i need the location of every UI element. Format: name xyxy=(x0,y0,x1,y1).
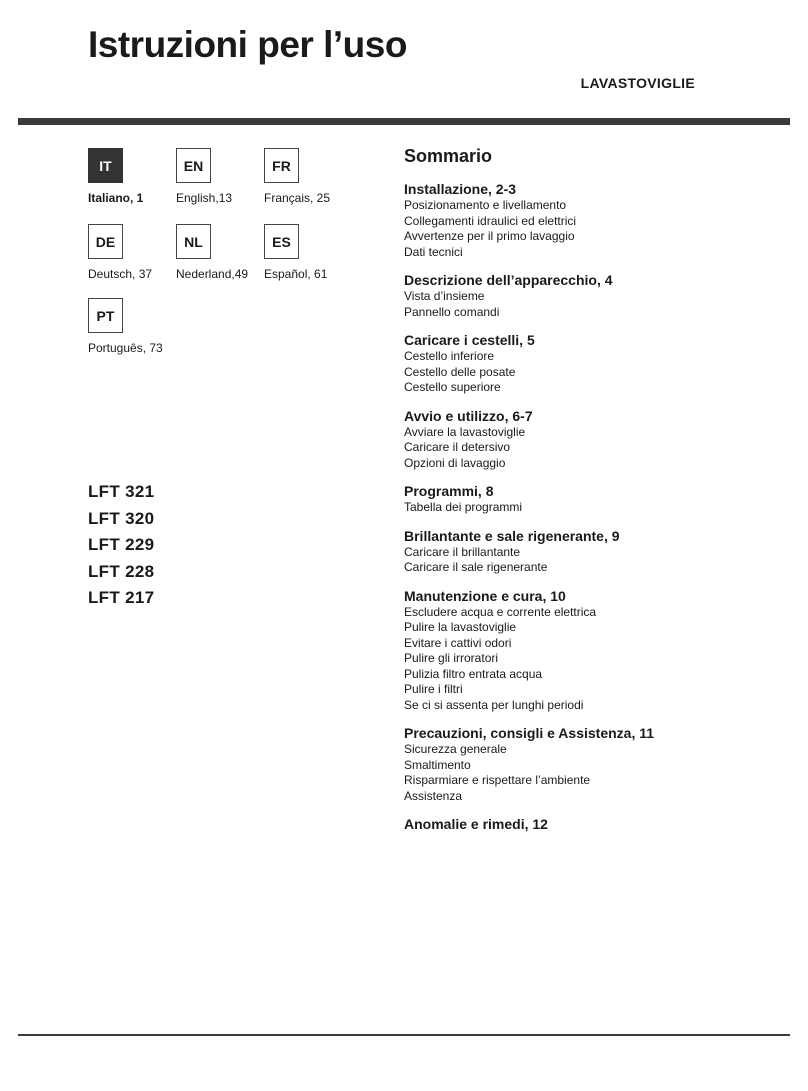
language-label: Nederland,49 xyxy=(176,267,249,281)
language-item-en[interactable] xyxy=(176,148,233,205)
language-label: Español, 61 xyxy=(264,267,328,281)
toc-section-anomalie[interactable] xyxy=(404,815,784,833)
toc-item[interactable]: Pulire gli irroratori xyxy=(404,651,499,665)
toc-item[interactable]: Avviare la lavastoviglie xyxy=(404,424,526,439)
language-label: Português, 73 xyxy=(88,341,163,355)
language-item-pt[interactable] xyxy=(88,298,163,355)
language-item-nl[interactable] xyxy=(176,224,249,281)
toc-section-installazione[interactable] xyxy=(404,180,784,260)
model-number: LFT 321 xyxy=(88,482,155,501)
toc-item[interactable]: Assistenza xyxy=(404,788,463,803)
toc-item[interactable]: Cestello superiore xyxy=(404,380,501,394)
toc-item[interactable]: Pannello comandi xyxy=(404,304,500,319)
table-of-contents xyxy=(404,146,784,844)
toc-item[interactable]: Cestello delle posate xyxy=(404,364,516,379)
language-code-button[interactable]: PT xyxy=(88,298,123,333)
toc-section-title[interactable]: Brillantante e sale rigenerante, 9 xyxy=(404,527,620,544)
language-code-button[interactable]: FR xyxy=(264,148,299,183)
toc-section-title[interactable]: Avvio e utilizzo, 6-7 xyxy=(404,407,533,424)
language-item-de[interactable] xyxy=(88,224,153,281)
language-code-button[interactable]: IT xyxy=(88,148,123,183)
toc-section-title[interactable]: Descrizione dell’apparecchio, 4 xyxy=(404,272,613,288)
toc-section-title[interactable]: Caricare i cestelli, 5 xyxy=(404,332,535,348)
language-item-es[interactable] xyxy=(264,224,328,281)
language-item-it[interactable] xyxy=(88,148,144,205)
language-label: English,13 xyxy=(176,191,233,205)
toc-title: Sommario xyxy=(404,146,493,166)
toc-item[interactable]: Se ci si assenta per lunghi periodi xyxy=(404,697,584,712)
footer-divider xyxy=(18,1034,790,1036)
toc-item[interactable]: Posizionamento e livellamento xyxy=(404,198,567,212)
model-number: LFT 320 xyxy=(88,508,155,528)
language-code-button[interactable]: ES xyxy=(264,224,299,259)
language-item-fr[interactable] xyxy=(264,148,331,205)
toc-item[interactable]: Caricare il brillantante xyxy=(404,544,521,559)
language-code-button[interactable]: DE xyxy=(88,224,123,259)
toc-item[interactable]: Sicurezza generale xyxy=(404,742,507,756)
toc-item[interactable]: Pulire i filtri xyxy=(404,682,463,696)
toc-item[interactable]: Vista d’insieme xyxy=(404,289,485,303)
toc-item[interactable]: Cestello inferiore xyxy=(404,349,495,363)
model-number: LFT 217 xyxy=(88,588,155,608)
toc-item[interactable]: Avvertenze per il primo lavaggio xyxy=(404,229,575,243)
toc-section-title[interactable]: Manutenzione e cura, 10 xyxy=(404,587,566,604)
toc-item[interactable]: Pulire la lavastoviglie xyxy=(404,620,517,634)
toc-item[interactable]: Smaltimento xyxy=(404,757,471,772)
product-category: LAVASTOVIGLIE xyxy=(580,75,695,91)
toc-item[interactable]: Opzioni di lavaggio xyxy=(404,455,506,470)
toc-section-brillantante[interactable] xyxy=(404,527,784,576)
toc-item[interactable]: Caricare il detersivo xyxy=(404,440,511,454)
model-list xyxy=(88,482,154,615)
toc-item[interactable]: Tabella dei programmi xyxy=(404,500,523,514)
toc-item[interactable]: Evitare i cattivi odori xyxy=(404,635,512,650)
toc-item[interactable]: Caricare il sale rigenerante xyxy=(404,560,548,574)
toc-section-manutenzione[interactable] xyxy=(404,587,784,714)
toc-section-cestelli[interactable] xyxy=(404,331,784,396)
toc-section-precauzioni[interactable] xyxy=(404,724,784,804)
language-label: Français, 25 xyxy=(264,191,331,205)
toc-section-programmi[interactable] xyxy=(404,482,784,516)
toc-item[interactable]: Dati tecnici xyxy=(404,244,463,259)
page-title: Istruzioni per l’uso xyxy=(88,24,407,65)
toc-section-avvio[interactable] xyxy=(404,407,784,472)
toc-item[interactable]: Collegamenti idraulici ed elettrici xyxy=(404,213,577,228)
language-label: Italiano, 1 xyxy=(88,191,144,205)
toc-item[interactable]: Risparmiare e rispettare l’ambiente xyxy=(404,773,591,787)
toc-item[interactable]: Escludere acqua e corrente elettrica xyxy=(404,604,597,619)
language-code-button[interactable]: NL xyxy=(176,224,211,259)
language-code-button[interactable]: EN xyxy=(176,148,211,183)
toc-section-descrizione[interactable] xyxy=(404,271,784,320)
language-label: Deutsch, 37 xyxy=(88,267,153,281)
toc-item[interactable]: Pulizia filtro entrata acqua xyxy=(404,666,543,681)
toc-section-title[interactable]: Programmi, 8 xyxy=(404,483,494,499)
model-number: LFT 229 xyxy=(88,535,155,555)
header-divider xyxy=(18,118,790,125)
toc-section-title[interactable]: Anomalie e rimedi, 12 xyxy=(404,816,548,832)
toc-section-title[interactable]: Installazione, 2-3 xyxy=(404,181,517,197)
model-number: LFT 228 xyxy=(88,561,155,581)
toc-section-title[interactable]: Precauzioni, consigli e Assistenza, 11 xyxy=(404,725,655,741)
